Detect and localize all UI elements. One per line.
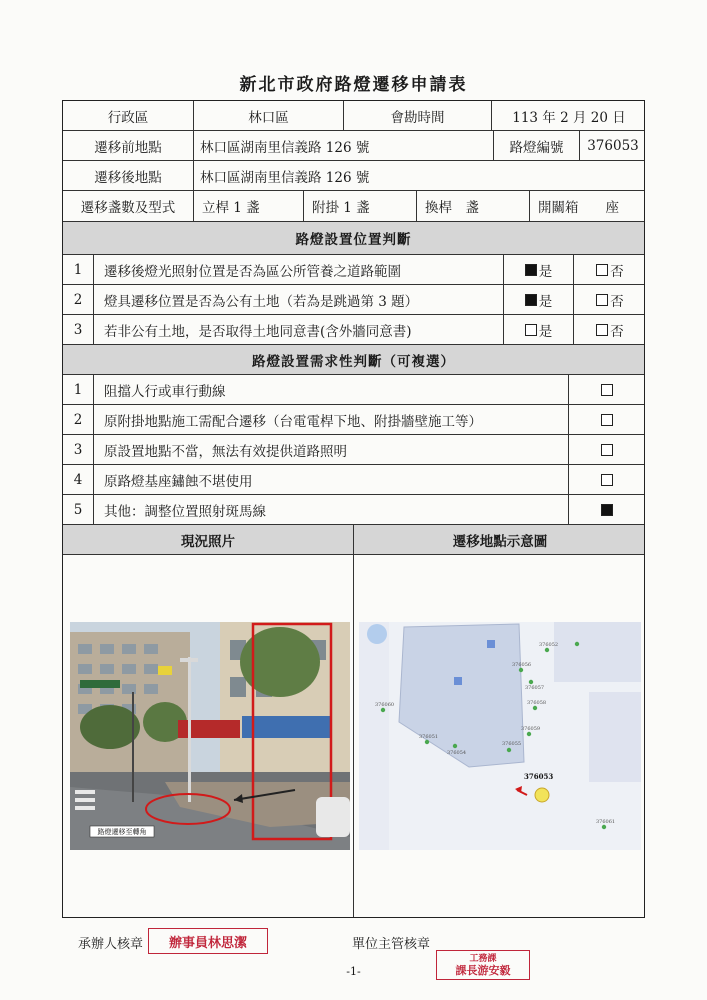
pole-count: 立桿 1 盞 bbox=[193, 191, 303, 221]
location-item-3 bbox=[63, 315, 644, 345]
section-location-title: 路燈設置位置判斷 bbox=[295, 232, 412, 248]
yes-option[interactable] bbox=[503, 315, 573, 344]
necessity-item-1 bbox=[63, 375, 644, 405]
attach-count: 附掛 1 盞 bbox=[303, 191, 416, 221]
no-option[interactable] bbox=[573, 255, 646, 284]
district-label: 行政區 bbox=[107, 109, 149, 126]
item-number: 1 bbox=[73, 381, 83, 398]
no-label: 否 bbox=[610, 293, 624, 310]
map-lamp-label: 376051 bbox=[419, 734, 439, 740]
relocation-map-title: 遷移地點示意圖 bbox=[353, 525, 646, 554]
row-after-location bbox=[63, 161, 644, 191]
necessity-item-2 bbox=[63, 405, 644, 435]
reason-checkbox[interactable] bbox=[601, 474, 613, 486]
survey-time-label: 會勘時間 bbox=[343, 101, 491, 130]
no-label: 否 bbox=[610, 323, 624, 340]
yes-label: 是 bbox=[538, 263, 553, 280]
map-lamp-label: 376061 bbox=[596, 819, 616, 825]
reason-checkbox-cell[interactable] bbox=[568, 495, 646, 524]
no-label: 否 bbox=[610, 263, 624, 280]
necessity-item-5 bbox=[63, 495, 644, 525]
checkbox-no[interactable] bbox=[596, 264, 608, 276]
map-target-lamp-id: 376053 bbox=[524, 772, 554, 781]
application-form bbox=[62, 100, 645, 918]
section-necessity-title: 路燈設置需求性判斷（可複選） bbox=[252, 353, 455, 370]
row-before-location bbox=[63, 131, 644, 161]
item-reason: 阻擋人行或車行動線 bbox=[93, 375, 568, 404]
item-question: 遷移後燈光照射位置是否為區公所管養之道路範圍 bbox=[93, 255, 503, 284]
row-district bbox=[63, 101, 644, 131]
after-location-label: 遷移後地點 bbox=[94, 169, 162, 186]
lamp-number-label: 路燈編號 bbox=[493, 131, 579, 160]
undertaker-stamp: 辦事員林思潔 bbox=[148, 928, 268, 954]
replace-count: 換桿 盞 bbox=[416, 191, 529, 221]
item-reason: 原附掛地點施工需配合遷移（台電電桿下地、附掛牆壁施工等） bbox=[93, 405, 568, 434]
undertaker-label: 承辦人核章 bbox=[78, 937, 144, 952]
map-lamp-label: 376057 bbox=[525, 685, 545, 691]
yes-option[interactable] bbox=[503, 285, 573, 314]
reason-checkbox-cell[interactable] bbox=[568, 435, 646, 464]
supervisor-label: 單位主管核章 bbox=[352, 937, 431, 952]
section-location-header bbox=[63, 222, 644, 255]
current-photo-title: 現況照片 bbox=[181, 533, 235, 550]
reason-checkbox-cell[interactable] bbox=[568, 375, 646, 404]
after-location-value: 林口區湖南里信義路 126 號 bbox=[193, 161, 646, 190]
reason-checkbox[interactable] bbox=[601, 414, 613, 426]
no-option[interactable] bbox=[573, 285, 646, 314]
item-reason: 原路燈基座鏽蝕不堪使用 bbox=[93, 465, 568, 494]
checkbox-yes[interactable] bbox=[525, 324, 537, 336]
supervisor-stamp-unit: 工務課 bbox=[469, 954, 497, 964]
map-lamp-label: 376059 bbox=[521, 726, 541, 732]
checkbox-no[interactable] bbox=[596, 324, 608, 336]
item-reason: 原設置地點不當，無法有效提供道路照明 bbox=[93, 435, 568, 464]
form-title: 新北市政府路燈遷移申請表 bbox=[239, 75, 468, 95]
photo-caption: 路燈遷移至轉角 bbox=[97, 827, 147, 836]
location-item-1 bbox=[63, 255, 644, 285]
reason-checkbox[interactable] bbox=[601, 444, 613, 456]
lamp-number-value: 376053 bbox=[579, 131, 646, 160]
necessity-item-3 bbox=[63, 435, 644, 465]
map-lamp-label: 376054 bbox=[447, 750, 467, 756]
checkbox-yes[interactable] bbox=[525, 294, 537, 306]
map-lamp-label: 376056 bbox=[512, 662, 532, 668]
reason-checkbox-cell[interactable] bbox=[568, 405, 646, 434]
before-location-label: 遷移前地點 bbox=[94, 139, 162, 156]
reason-checkbox-cell[interactable] bbox=[568, 465, 646, 494]
necessity-item-4 bbox=[63, 465, 644, 495]
survey-time-value: 113 年 2 月 20 日 bbox=[491, 101, 646, 130]
section-necessity-header bbox=[63, 345, 644, 375]
yes-label: 是 bbox=[538, 323, 553, 340]
map-lamp-label: 376058 bbox=[527, 700, 547, 706]
district-value: 林口區 bbox=[193, 101, 343, 130]
item-reason: 其他：調整位置照射斑馬線 bbox=[93, 495, 568, 524]
photo-area bbox=[63, 555, 644, 917]
item-number: 2 bbox=[73, 411, 83, 428]
yes-option[interactable] bbox=[503, 255, 573, 284]
before-location-value: 林口區湖南里信義路 126 號 bbox=[193, 131, 493, 160]
street-photo bbox=[70, 622, 350, 850]
item-number: 3 bbox=[73, 441, 83, 458]
checkbox-yes[interactable] bbox=[525, 264, 537, 276]
item-number: 5 bbox=[73, 501, 83, 518]
item-number: 3 bbox=[73, 321, 83, 338]
item-question: 若非公有土地，是否取得土地同意書(含外牆同意書) bbox=[93, 315, 503, 344]
street-photo-image bbox=[70, 622, 350, 850]
item-number: 4 bbox=[73, 471, 83, 488]
map-image bbox=[359, 622, 641, 850]
map-lamp-label: 376055 bbox=[502, 741, 522, 747]
yes-label: 是 bbox=[538, 293, 553, 310]
map-lamp-label: 376052 bbox=[539, 642, 559, 648]
reason-checkbox[interactable] bbox=[601, 504, 613, 516]
row-lamp-count bbox=[63, 191, 644, 222]
photo-header bbox=[63, 525, 644, 555]
item-question: 燈具遷移位置是否為公有土地（若為是跳過第 3 題） bbox=[93, 285, 503, 314]
lamp-count-label: 遷移盞數及型式 bbox=[80, 200, 176, 216]
page-number: -1- bbox=[346, 965, 361, 978]
checkbox-no[interactable] bbox=[596, 294, 608, 306]
relocation-map bbox=[359, 622, 641, 850]
no-option[interactable] bbox=[573, 315, 646, 344]
item-number: 1 bbox=[73, 261, 83, 278]
map-lamp-label: 376060 bbox=[375, 702, 395, 708]
item-number: 2 bbox=[73, 291, 83, 308]
supervisor-stamp-name: 課長游安毅 bbox=[455, 964, 511, 977]
location-item-2 bbox=[63, 285, 644, 315]
switchbox-count: 開關箱 座 bbox=[529, 191, 646, 221]
reason-checkbox[interactable] bbox=[601, 384, 613, 396]
